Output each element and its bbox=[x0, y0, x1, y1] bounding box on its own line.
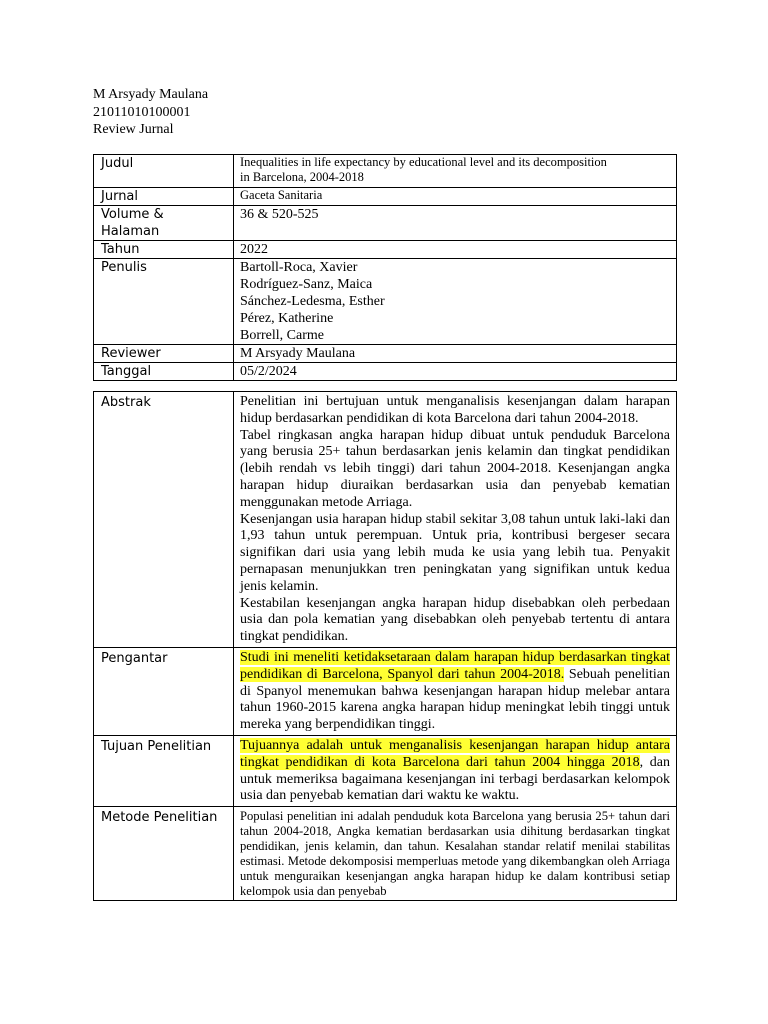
tujuan-highlighted-text: Tujuannya adalah untuk menganalisis kesenjangan harapan hidup antara tingkat pendidikan di kota Barcelona dari tahun 2004 hingga 2018 bbox=[240, 737, 670, 770]
table-row bbox=[94, 206, 677, 241]
tujuan-text: , dan untuk memeriksa bagaimana kesenjangan ini terbagi berdasarkan kelompok usia dan penyebab kematian dari waktu ke waktu. bbox=[240, 754, 670, 804]
pengantar-highlighted-text: Studi ini meneliti ketidaksetaraan dalam harapan hidup berdasarkan tingkat pendidikan di Barcelona, Spanyol dari tahun 2004-2018. bbox=[240, 649, 670, 682]
abstrak-paragraph: Tabel ringkasan angka harapan hidup dibuat untuk penduduk Barcelona yang berusia 25+ tahun berdasarkan jenis kelamin dan tingkat pendidikan (lebih rendah vs lebih tinggi) dari tahun 2004-2018. Kesenjangan angka harapan hidup diuraikan berdasarkan usia dan penyebab kematian menggunakan metode Arriaga. bbox=[240, 427, 670, 510]
abstrak-paragraph: Kestabilan kesenjangan angka harapan hidup disebabkan oleh perbedaan usia dan pola kematian yang disebabkan oleh penyebab tertentu di antara tingkat pendidikan. bbox=[240, 595, 670, 645]
table-row bbox=[94, 392, 677, 648]
tahun-label: Tahun bbox=[94, 241, 234, 259]
abstrak-label: Abstrak bbox=[94, 392, 234, 648]
journal-info-table bbox=[93, 154, 677, 381]
volume-label-line-1: Volume & bbox=[101, 207, 164, 222]
metode-label: Metode Penelitian bbox=[94, 807, 234, 901]
reviewer-label: Reviewer bbox=[94, 345, 234, 363]
author-item: Borrell, Carme bbox=[240, 328, 324, 343]
table-row bbox=[94, 345, 677, 363]
author-item: Pérez, Katherine bbox=[240, 311, 334, 326]
penulis-value bbox=[234, 259, 677, 345]
reviewer-value: M Arsyady Maulana bbox=[234, 345, 677, 363]
author-name: M Arsyady Maulana bbox=[93, 87, 209, 102]
document-title: Review Jurnal bbox=[93, 122, 174, 137]
table-row bbox=[94, 259, 677, 345]
table-row bbox=[94, 363, 677, 381]
pengantar-value bbox=[234, 647, 677, 735]
tujuan-value bbox=[234, 735, 677, 806]
table-row bbox=[94, 155, 677, 188]
judul-value bbox=[234, 155, 677, 188]
judul-label: Judul bbox=[94, 155, 234, 188]
judul-line-1: Inequalities in life expectancy by educational level and its decomposition bbox=[240, 155, 607, 169]
tujuan-label: Tujuan Penelitian bbox=[94, 735, 234, 806]
volume-label bbox=[94, 206, 234, 241]
abstrak-paragraph: Penelitian ini bertujuan untuk menganalisis kesenjangan dalam harapan hidup berdasarkan pendidikan di kota Barcelona dari tahun 2004-2018. bbox=[240, 394, 670, 426]
author-item: Sánchez-Ledesma, Esther bbox=[240, 294, 385, 309]
abstrak-value bbox=[234, 392, 677, 648]
metode-value: Populasi penelitian ini adalah penduduk kota Barcelona yang berusia 25+ tahun dari tahun 2004-2018, Angka kematian berdasarkan usia dihitung berdasarkan tingkat pendidikan, jenis kelamin, dan tahun. Kesalahan standar relatif menilai stabilitas estimasi. Metode dekomposisi memperluas metode yang dikembangkan oleh Arriaga untuk menguraikan kesenjangan angka harapan hidup ke dalam kontribusi setiap kelompok usia dan penyebab bbox=[234, 807, 677, 901]
judul-line-2: in Barcelona, 2004-2018 bbox=[240, 170, 364, 184]
table-row bbox=[94, 735, 677, 806]
tanggal-value: 05/2/2024 bbox=[234, 363, 677, 381]
penulis-label: Penulis bbox=[94, 259, 234, 345]
volume-value: 36 & 520-525 bbox=[234, 206, 677, 241]
review-table bbox=[93, 391, 677, 901]
student-id: 21011010100001 bbox=[93, 104, 191, 120]
author-item: Rodríguez-Sanz, Maica bbox=[240, 277, 373, 292]
abstrak-paragraph: Kesenjangan usia harapan hidup stabil sekitar 3,08 tahun untuk laki-laki dan 1,93 tahun untuk perempuan. Untuk pria, kontribusi bergeser secara signifikan dari usia yang lebih muda ke usia yang lebih tua. Penyakit pernapasan menunjukkan tren peningkatan yang signifikan untuk kedua jenis kelamin. bbox=[240, 511, 670, 594]
author-item: Bartoll-Roca, Xavier bbox=[240, 260, 358, 275]
table-row bbox=[94, 188, 677, 206]
tahun-value: 2022 bbox=[234, 241, 677, 259]
table-row bbox=[94, 241, 677, 259]
table-row bbox=[94, 647, 677, 735]
tanggal-label: Tanggal bbox=[94, 363, 234, 381]
pengantar-text: Sebuah penelitian di Spanyol menemukan bahwa kesenjangan harapan hidup melebar antara tahun 1960-2015 karena angka harapan hidup meningkat lebih tinggi untuk mereka yang berpendidikan tinggi. bbox=[240, 666, 670, 733]
table-row bbox=[94, 807, 677, 901]
document-header bbox=[93, 86, 208, 139]
pengantar-label: Pengantar bbox=[94, 647, 234, 735]
jurnal-label: Jurnal bbox=[94, 188, 234, 206]
jurnal-value: Gaceta Sanitaria bbox=[234, 188, 677, 206]
volume-label-line-2: Halaman bbox=[101, 224, 160, 239]
